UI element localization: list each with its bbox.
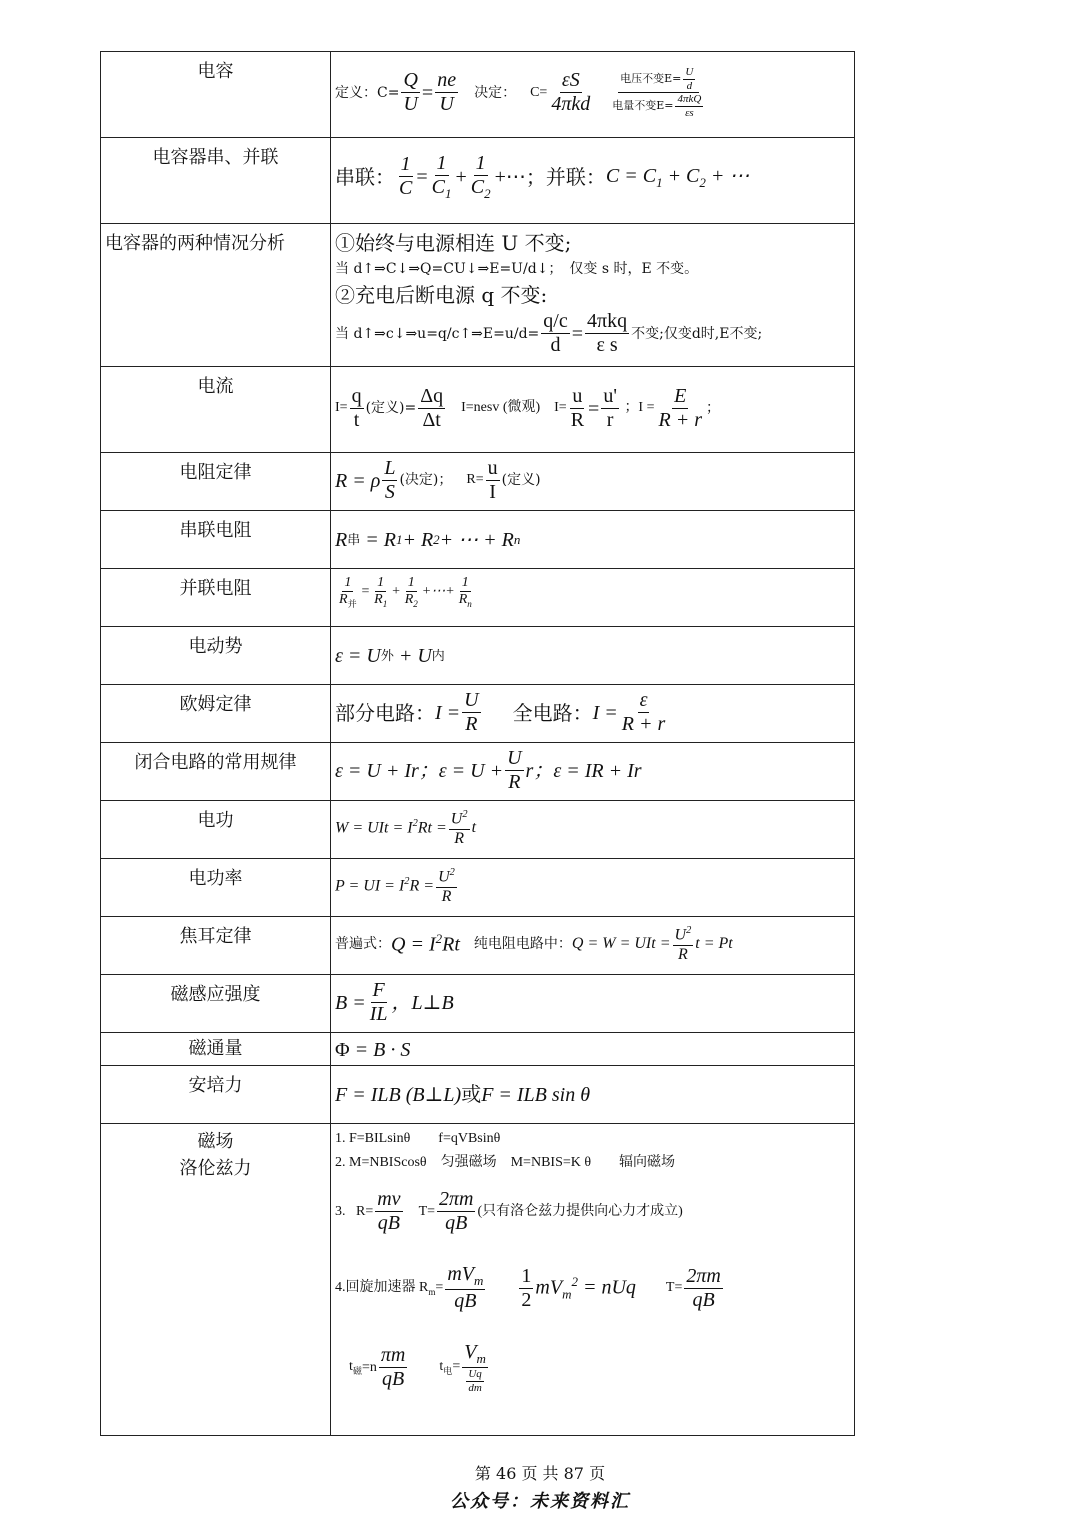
topic-cell: 电容 <box>101 52 331 138</box>
row-ohms-law <box>101 685 855 743</box>
case1-tail: ； 仅变 s 时，E 不变。 <box>548 261 699 277</box>
label-current-micro: I=nesv (微观) <box>461 400 541 416</box>
formula-cell: ①始终与电源相连 U 不变; 当 d↑⇒C↓⇒Q=CU↓⇒E=U/d↓ ； 仅变 s 时，E 不变。 ②充电后断电源 q 不变: 当 d↑⇒c↓⇒u=q/c↑⇒E=u/d= $\frac{q/c}{d}$ = $\frac{\text{4πkq}}{\text{ε s}}$ 不变;仅变d时,E不变; <box>331 224 855 367</box>
page-number: 第 46 页 共 87 页 <box>474 1464 606 1483</box>
row-electric-power <box>101 859 855 917</box>
topic-cell: 并联电阻 <box>101 569 331 627</box>
case2-title: ②充电后断电源 q 不变: <box>335 283 548 308</box>
formula-cell: ε = U 外 + U 内 <box>331 627 855 685</box>
label-decision: 决定： <box>474 84 517 101</box>
case1-equation: 当 d↑⇒C↓⇒Q=CU↓⇒E=U/d↓ <box>335 261 549 277</box>
formula-cell: I= $\frac{q}{t}$ (定义)= $\frac{\Delta q}{\Delta t}$ I=nesv (微观) I= $\frac{u}{R}$ = $\frac{u'}{r}$ ；I = $\frac{E}{R + r}$ ； <box>331 367 855 453</box>
formula-cell: Φ = B · S <box>331 1033 855 1066</box>
row-closed-circuit-laws <box>101 743 855 801</box>
label-resistance-decision: (决定)； <box>399 472 453 489</box>
topic-cell: 串联电阻 <box>101 511 331 569</box>
formula-cell: R 串 = R 1 + R 2 + ⋯ + R n <box>331 511 855 569</box>
formula-cell: ε = U + Ir；ε = U + $\frac{U}{R}$ r；ε = IR + Ir <box>331 743 855 801</box>
row-capacitor-two-cases <box>101 224 855 367</box>
label-definition: 定义：C= <box>335 84 400 101</box>
row-emf <box>101 627 855 685</box>
label-voltage-constant: 电压不变E= <box>620 72 682 86</box>
topic-cell: 电阻定律 <box>101 453 331 511</box>
label-parallel: ；并联： <box>525 164 606 189</box>
formula-cell: W = UIt = $I^2Rt$ = $\frac{U^2}{R}$ t <box>331 801 855 859</box>
label-general-form: 普遍式： <box>335 936 391 953</box>
formula-cell: 串联： $\frac{1}{C}$ = $\frac{1}{C_1}$ + $\frac{1}{C_2}$ +⋯ ；并联： $C = C_1 + C_2$ + ⋯ <box>331 138 855 224</box>
case2-tail: 不变;仅变d时,E不变; <box>631 325 763 342</box>
row-joule-law <box>101 917 855 975</box>
formula-cell: R = ρ $\frac{L}{S}$ (决定)； R= $\frac{u}{I}$ (定义) <box>331 453 855 511</box>
magnetic-line-3-note: (只有洛仑兹力提供向心力才成立) <box>477 1203 683 1219</box>
formula-cell: 部分电路： I = $\frac{U}{R}$ 全电路： I = $\frac{\varepsilon}{R + r}$ <box>331 685 855 743</box>
formula-cell: $\frac{1}{R_并}$ = $\frac{1}{R_1}$ + $\frac{1}{R_2}$ +⋯+ $\frac{1}{R_n}$ <box>331 569 855 627</box>
topic-cell: 电流 <box>101 367 331 453</box>
topic-cell: 磁感应强度 <box>101 975 331 1033</box>
label-series: 串联： <box>335 164 395 189</box>
label-cyclotron: 4.回旋加速器 <box>335 1280 416 1296</box>
formula-cell: F = ILB (B⊥L) 或 F = ILB sin θ <box>331 1066 855 1124</box>
label-charge-constant: 电量不变E= <box>612 99 674 113</box>
topic-cell: 电功 <box>101 801 331 859</box>
row-ampere-force <box>101 1066 855 1124</box>
topic-cell: 闭合电路的常用规律 <box>101 743 331 801</box>
formula-cell: B = $\frac{F}{IL}$ ，L⊥B <box>331 975 855 1033</box>
label-partial-circuit: 部分电路： <box>335 700 435 725</box>
magnetic-line-2b: M=NBIS=K θ 辐向磁场 <box>510 1155 676 1171</box>
row-magnetic-flux <box>101 1033 855 1066</box>
label-t-magnetic: =n <box>362 1359 377 1375</box>
label-or: 或 <box>461 1084 482 1106</box>
topic-cell: 电容器的两种情况分析 <box>101 224 331 367</box>
topic-cell: 电容器串、并联 <box>101 138 331 224</box>
row-capacitance <box>101 52 855 138</box>
topic-lorentz-force: 洛伦兹力 <box>179 1158 252 1179</box>
formula-cell: 普遍式： $Q = I^2Rt$ 纯电阻电路中： Q = W = UIt = $\frac{U^2}{R}$ t = Pt <box>331 917 855 975</box>
watermark: 公众号：未来资料汇 <box>450 1491 630 1512</box>
label-current-definition: (定义)= <box>365 400 417 417</box>
row-series-resistance <box>101 511 855 569</box>
row-magnetic-field-lorentz <box>101 1124 855 1436</box>
topic-magnetic-field: 磁场 <box>197 1131 234 1152</box>
row-parallel-resistance <box>101 569 855 627</box>
label-full-circuit: 全电路： <box>512 700 593 725</box>
label-pure-resistance: 纯电阻电路中： <box>473 936 572 953</box>
formula-cell: 1. F=BILsinθ f=qVBsinθ 2. M=NBIScosθ 匀强磁场 M=NBIS=K θ 辐向磁场 3. R= $\frac{mv}{qB}$ T= $\frac{2\pi m}{qB}$ (只有洛仑兹力提供向心力才成立) 4.回旋加速器 $R_m=$ $\frac{mV_m}{qB}$ $\frac{1}{2}$ $mV_m^2$ = nUq T= $\frac{2\pi m}{qB}$ $t_磁$ =n $\frac{\pi m}{qB}$ $t_电=$ $\frac{V_m}{\frac{Uq}{dm}}$ <box>331 1124 855 1436</box>
topic-cell: 安培力 <box>101 1066 331 1124</box>
formula-cell: P = UI = $I^2R$ = $\frac{U^2}{R}$ <box>331 859 855 917</box>
row-magnetic-induction <box>101 975 855 1033</box>
topic-cell: 焦耳定律 <box>101 917 331 975</box>
magnetic-line-2a: 2. M=NBIScosθ 匀强磁场 <box>335 1155 497 1171</box>
formula-table <box>100 51 855 1436</box>
topic-cell <box>101 1124 331 1436</box>
topic-cell: 电动势 <box>101 627 331 685</box>
row-current <box>101 367 855 453</box>
label-resistance-definition: (定义) <box>501 472 541 489</box>
case2-equation: 当 d↑⇒c↓⇒u=q/c↑⇒E=u/d= <box>335 325 540 342</box>
row-capacitor-series-parallel <box>101 138 855 224</box>
case1-title: ①始终与电源相连 U 不变; <box>335 231 572 255</box>
formula-cell: 定义：C= $\frac{Q}{U}$ = $\frac{ne}{U}$ 决定： C= $\frac{\varepsilon S}{\text{4πkd}}$ 电压不变E= $\frac{U}{d}$ 电量不变E= $\frac{\text{4πkQ}}{\varepsilon s}$ <box>331 52 855 138</box>
formula-table-container <box>100 51 855 1436</box>
magnetic-line-1: 1. F=BILsinθ f=qVBsinθ <box>335 1131 501 1146</box>
topic-cell: 欧姆定律 <box>101 685 331 743</box>
row-resistance-law <box>101 453 855 511</box>
topic-cell: 磁通量 <box>101 1033 331 1066</box>
row-electric-work <box>101 801 855 859</box>
topic-cell: 电功率 <box>101 859 331 917</box>
